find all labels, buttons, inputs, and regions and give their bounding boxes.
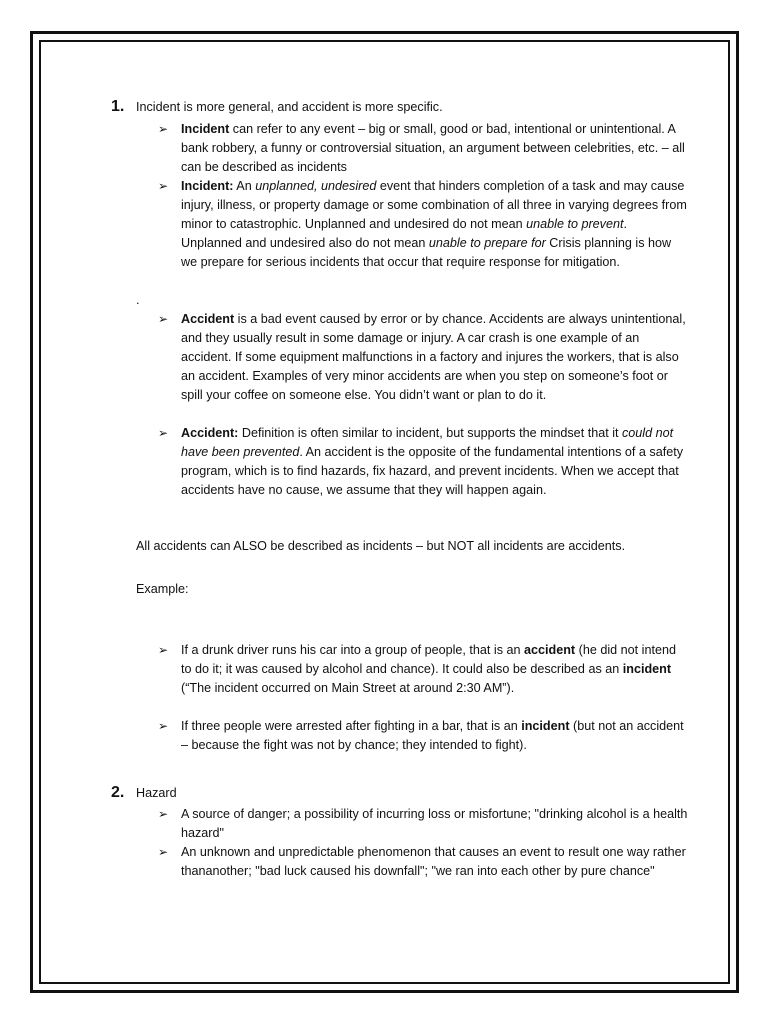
section-number-1: 1.: [111, 98, 125, 115]
list-item: ➢ Incident: An unplanned, undesired event that hinders completion of a task and may cause injury, illness, or property damage or some combination of all three in varying degrees from minor to catastrophic. Unplanned and undesired do not mean unable to prevent. Unplanned and undesired also do not mean unable to prepare for Crisis planning is how we prepare for serious incidents that occur that require response for mitigation.: [158, 179, 687, 269]
list-item: ➢ A source of danger; a possibility of incurring loss or misfortune; "drinking alcohol is a health hazard": [158, 807, 688, 840]
arrow-bullet-icon: ➢: [158, 426, 169, 440]
list-item: ➢ Incident can refer to any event – big or small, good or bad, intentional or unintentional. A bank robbery, a funny or controversial situation, an argument between celebrities, etc. – all can be described as incidents: [158, 122, 685, 174]
list-item: ➢ Accident: Definition is often similar to incident, but supports the mindset that it could not have been prevented. An accident is the opposite of the fundamental intentions of a safety program, which is to find hazards, fix hazard, and prevent incidents. When we accept that accidents have no cause, we assume that they will happen again.: [158, 426, 684, 497]
arrow-bullet-icon: ➢: [158, 179, 169, 193]
section-2-heading: Hazard: [136, 786, 177, 800]
list-item: ➢ If three people were arrested after fighting in a bar, that is an incident (but not an accident – because the fight was not by chance; they intended to fight).: [158, 719, 684, 752]
arrow-bullet-icon: ➢: [158, 122, 169, 136]
arrow-bullet-icon: ➢: [158, 312, 169, 326]
list-item: ➢ Accident is a bad event caused by error or by chance. Accidents are always unintentional, and they usually result in some damage or injury. A car crash is one example of an accident. If some equipment malfunctions in a factory and injures the workers, that is also an accident. Examples of very minor accidents are when you step on someone’s foot or spill your coffee on someone else. You didn’t want or plan to do it.: [158, 312, 686, 402]
example-label: Example:: [136, 582, 189, 596]
list-item: ➢ If a drunk driver runs his car into a group of people, that is an accident (he did not intend to do it; it was caused by alcohol and chance). It could also be described as an incident (“The incident occurred on Main Street at around 2:30 AM”).: [158, 643, 676, 695]
stray-dot: .: [136, 293, 140, 307]
arrow-bullet-icon: ➢: [158, 807, 169, 821]
summary-text: All accidents can ALSO be described as incidents – but NOT all incidents are accidents.: [136, 539, 626, 553]
arrow-bullet-icon: ➢: [158, 643, 169, 657]
arrow-bullet-icon: ➢: [158, 845, 169, 859]
arrow-bullet-icon: ➢: [158, 719, 169, 733]
section-number-2: 2.: [111, 784, 125, 801]
list-item: ➢ An unknown and unpredictable phenomenon that causes an event to result one way rather thananother; "bad luck caused his downfall"; "we ran into each other by pure chance": [158, 845, 686, 878]
section-1-heading: Incident is more general, and accident is more specific.: [136, 100, 443, 114]
